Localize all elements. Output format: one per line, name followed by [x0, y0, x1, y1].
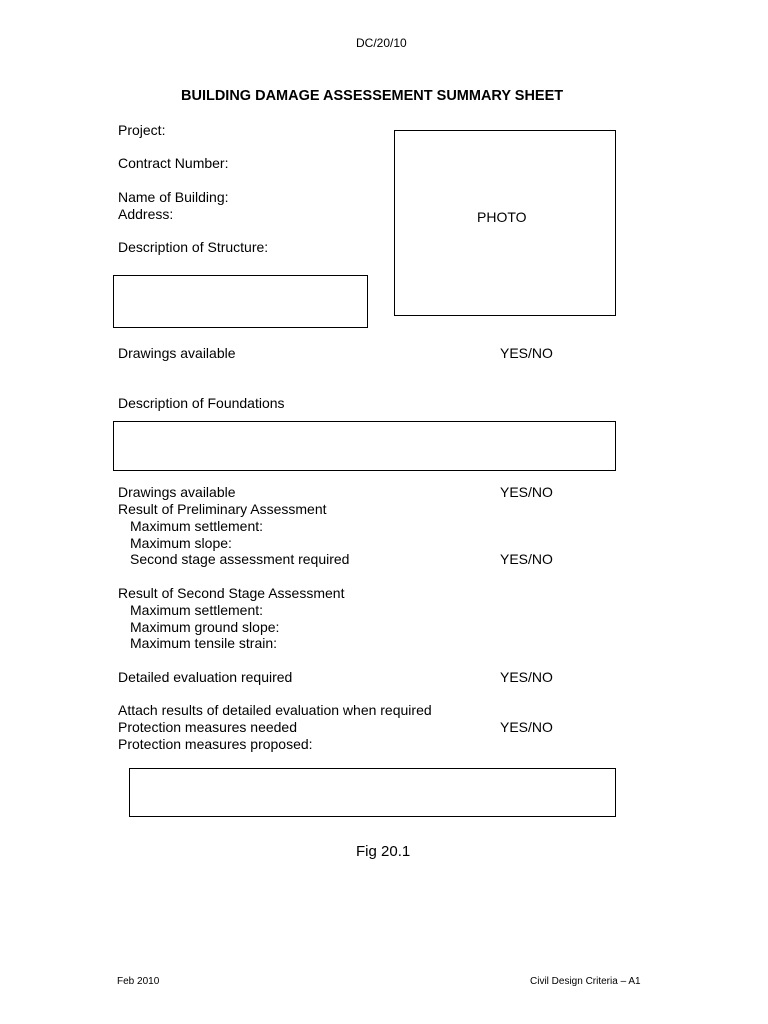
foundation-drawings-value: YES/NO — [500, 484, 553, 500]
preliminary-max-settlement: Maximum settlement: — [130, 518, 264, 534]
protection-proposed-label: Protection measures proposed: — [118, 736, 313, 752]
footer-document-name: Civil Design Criteria – A1 — [530, 976, 641, 987]
second-stage-max-settlement: Maximum settlement: — [130, 602, 264, 618]
protection-needed-label: Protection measures needed — [118, 719, 297, 735]
preliminary-heading: Result of Preliminary Assessment — [118, 501, 327, 517]
second-stage-max-tensile-strain: Maximum tensile strain: — [130, 635, 278, 651]
photo-label: PHOTO — [477, 209, 527, 225]
second-stage-max-ground-slope: Maximum ground slope: — [130, 619, 280, 635]
structure-drawings-value: YES/NO — [500, 345, 553, 361]
second-stage-required-value: YES/NO — [500, 551, 553, 567]
foundations-label: Description of Foundations — [118, 395, 285, 411]
protection-proposed-box[interactable] — [129, 768, 616, 817]
second-stage-heading: Result of Second Stage Assessment — [118, 585, 345, 601]
detailed-evaluation-label: Detailed evaluation required — [118, 669, 293, 685]
structure-description-label: Description of Structure: — [118, 239, 269, 255]
building-name-label: Name of Building: — [118, 189, 229, 205]
address-label: Address: — [118, 206, 174, 222]
footer-date: Feb 2010 — [117, 976, 160, 987]
structure-description-box[interactable] — [113, 275, 368, 328]
foundations-description-box[interactable] — [113, 421, 616, 471]
detailed-evaluation-value: YES/NO — [500, 669, 553, 685]
figure-caption: Fig 20.1 — [356, 843, 411, 860]
second-stage-required-label: Second stage assessment required — [130, 551, 350, 567]
document-reference: DC/20/10 — [356, 36, 407, 50]
page-title: BUILDING DAMAGE ASSESSEMENT SUMMARY SHEET — [181, 88, 564, 104]
protection-needed-value: YES/NO — [500, 719, 553, 735]
preliminary-max-slope: Maximum slope: — [130, 535, 232, 551]
structure-drawings-label: Drawings available — [118, 345, 236, 361]
contract-number-label: Contract Number: — [118, 155, 229, 171]
project-label: Project: — [118, 122, 166, 138]
attach-results-note: Attach results of detailed evaluation when required — [118, 702, 432, 718]
foundation-drawings-label: Drawings available — [118, 484, 236, 500]
